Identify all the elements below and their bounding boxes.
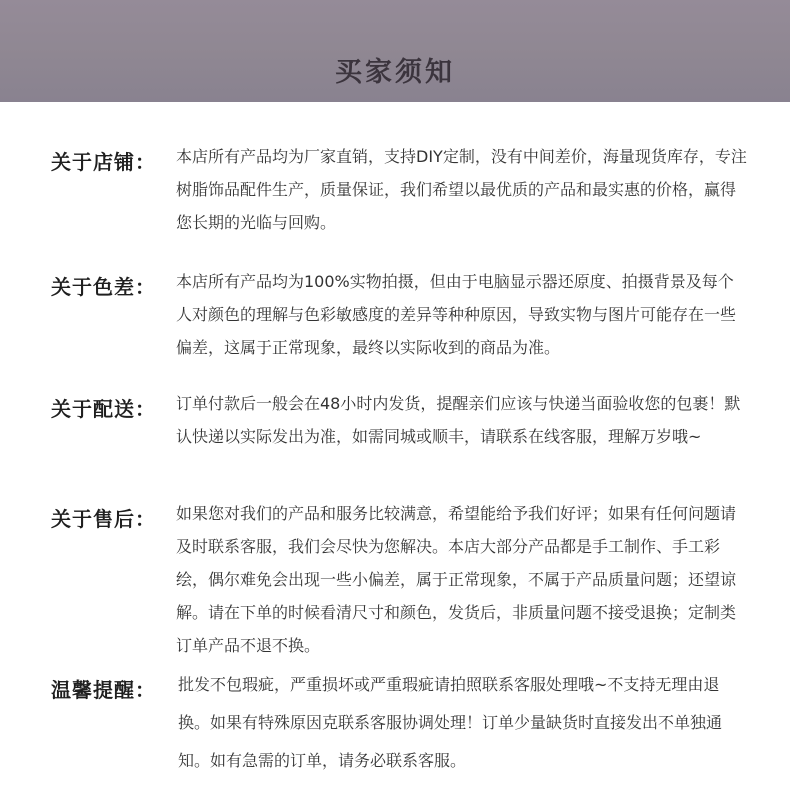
section-text-color-difference: 本店所有产品均为100%实物拍摄，但由于电脑显示器还原度、拍摄背景及每个人对颜色的理解与色彩敏感度的差异等种种原因，导致实物与图片可能存在一些偏差，这属于正常现象，最终以实际收到的商品为准。 [176,272,737,357]
section-text-reminder: 批发不包瑕疵，严重损坏或严重瑕疵请拍照联系客服处理哦~不支持无理由退换。如果有特殊原因克联系客服协调处理！订单少量缺货时直接发出不单独通知。如有急需的订单，请务必联系客服。 [178,675,723,770]
section-label-delivery: 关于配送： [51,397,156,421]
section-label-reminder: 温馨提醒： [51,678,156,702]
page-title: 买家须知 [335,56,455,88]
section-label-store: 关于店铺： [51,150,156,174]
section-label-after-sales: 关于售后： [51,507,156,531]
section-text-after-sales: 如果您对我们的产品和服务比较满意，希望能给予我们好评；如果有任何问题请及时联系客服，我们会尽快为您解决。本店大部分产品都是手工制作、手工彩绘，偶尔难免会出现一些小偏差，属于正常现象，不属于产品质量问题；还望谅解。请在下单的时候看清尺寸和颜色，发货后，非质量问题不接受退换；定制类订单产品不退不换。 [176,504,737,655]
section-text-store: 本店所有产品均为厂家直销，支持DIY定制，没有中间差价，海量现货库存，专注树脂饰品配件生产，质量保证，我们希望以最优质的产品和最实惠的价格，赢得您长期的光临与回购。 [176,147,747,232]
section-text-delivery: 订单付款后一般会在48小时内发货，提醒亲们应该与快递当面验收您的包裹！默认快递以实际发出为准，如需同城或顺丰，请联系在线客服，理解万岁哦~ [176,394,741,446]
section-label-color-difference: 关于色差： [51,275,156,299]
header-banner [0,0,790,102]
